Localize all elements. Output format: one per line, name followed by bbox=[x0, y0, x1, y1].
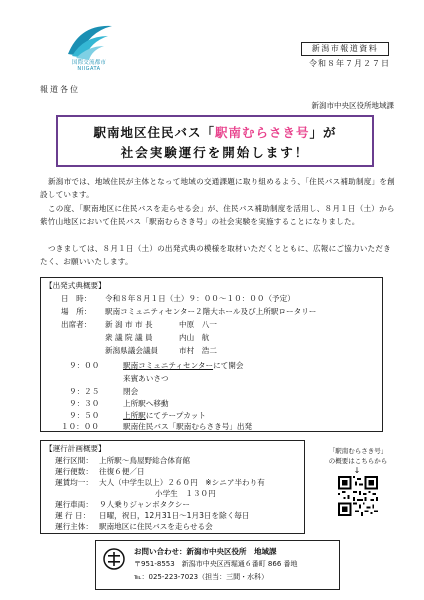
ceremony-datetime: 令和８年８月１日（土）９：００～１０：００（予定） bbox=[105, 294, 295, 303]
contact-heading: お問い合わせ：新潟市中央区役所 地域課 bbox=[134, 547, 277, 556]
schedule-time: ９：００ bbox=[69, 361, 100, 370]
operation-value: 大人（中学生以上）２６０円 ※シニア半わり有 bbox=[99, 478, 265, 487]
operation-value: 駅南地区に住民バスを走らせる会 bbox=[99, 522, 213, 531]
attendee-name: 市村 浩二 bbox=[179, 346, 217, 355]
schedule-time: ９：２５ bbox=[69, 387, 100, 396]
operation-value: 小学生 １３０円 bbox=[155, 489, 216, 498]
schedule-item: 来賓あいさつ bbox=[123, 374, 169, 383]
logo-city-name: NIIGATA bbox=[77, 66, 101, 72]
attendee-title: 衆 議 院 議 員 bbox=[105, 333, 153, 342]
ceremony-place: 駅南コミュニティセンター２階大ホール及び上所駅ロータリー bbox=[105, 307, 317, 316]
body-paragraph: 新潟市では、地域住民が主体となって地域の交通課題に取り組めるよう、「住民バス補助制度」を創設しています。 bbox=[40, 177, 395, 199]
issuing-department: 新潟市中央区役所地域課 bbox=[311, 101, 394, 110]
schedule-time: １０：００ bbox=[61, 422, 99, 431]
attendees-label: 出席者： bbox=[61, 320, 92, 329]
operation-value: 往復６便／日 bbox=[99, 467, 145, 476]
qr-code-icon[interactable] bbox=[338, 476, 378, 516]
qr-caption: の概要はこちらから bbox=[328, 457, 388, 465]
contact-address: 〒951-8553 新潟市中央区西堀通６番町 866 番地 bbox=[134, 560, 298, 568]
qr-caption: 「駅南むらさき号」 bbox=[328, 447, 388, 455]
body-paragraph: つきましては、８月１日（土）の出発式典の模様を取材いただくとともに、広報にご協力いただきたく、お願いいたします。 bbox=[40, 244, 391, 266]
attendee-title: 新潟県議会議員 bbox=[105, 346, 159, 355]
operation-value: 上所駅～鳥屋野総合体育館 bbox=[99, 456, 191, 465]
schedule-time: ９：３０ bbox=[69, 399, 100, 408]
operation-label: 運行主体： bbox=[55, 522, 93, 531]
release-date: 令和８年７月２７日 bbox=[309, 59, 390, 68]
title-line-1 bbox=[60, 123, 370, 141]
operation-value: 日曜，祝日，12月31日～1月3日を除く毎日 bbox=[99, 511, 250, 520]
schedule-item: 上所駅にてテープカット bbox=[123, 411, 206, 420]
schedule-item: 上所駅へ移動 bbox=[123, 399, 169, 408]
title-line-2: 社会実験運行を開始します！ bbox=[120, 145, 310, 160]
operation-label: 運行車両： bbox=[55, 500, 93, 509]
attendee-title: 新 潟 市 市 長 bbox=[105, 320, 153, 329]
contact-phone[interactable]: ℡：025-223-7023（担当：三間・水科） bbox=[134, 573, 269, 581]
operation-heading: 【運行計画概要】 bbox=[45, 444, 106, 453]
press-release-label: 新潟市報道資料 bbox=[301, 42, 389, 56]
schedule-item: 閉会 bbox=[123, 387, 139, 396]
down-arrow-icon: ↓ bbox=[353, 466, 361, 475]
schedule-item: 駅南コミュニティセンターにて開会 bbox=[123, 361, 244, 370]
body-paragraph: この度、「駅南地区に住民バスを走らせる会」が、住民バス補助制度を活用し、８月１日（土）から紫竹山地区において住民バス「駅南むらさき号」の社会実験を実施することになりました。 bbox=[40, 204, 395, 226]
operation-label: 運 行 日： bbox=[55, 511, 91, 520]
logo-caption: 国際交流都市 bbox=[71, 60, 107, 66]
ceremony-heading: 【出発式典概要】 bbox=[45, 281, 106, 290]
operation-label: 運行便数： bbox=[55, 467, 93, 476]
attendee-name: 中原 八一 bbox=[179, 320, 217, 329]
recipient-line: 報道各位 bbox=[40, 85, 80, 94]
ceremony-place-label: 場 所： bbox=[61, 307, 92, 316]
ceremony-section bbox=[40, 277, 383, 432]
schedule-venue: 駅南コミュニティセンター bbox=[123, 361, 214, 370]
operation-label: 運賃均一： bbox=[55, 478, 93, 487]
schedule-item: 駅南住民バス「駅南むらさき号」出発 bbox=[123, 422, 253, 431]
operation-label: 運行区間： bbox=[55, 456, 93, 465]
title-prefix: 駅南地区住民バス「 bbox=[93, 125, 215, 140]
attendee-name: 内山 航 bbox=[179, 333, 210, 342]
schedule-time: ９：５０ bbox=[69, 411, 100, 420]
operation-value: ９人乗りジャンボタクシー bbox=[99, 500, 190, 509]
title-suffix: 」が bbox=[309, 125, 337, 140]
ceremony-datetime-label: 日 時： bbox=[61, 294, 92, 303]
schedule-venue: 上所駅 bbox=[123, 411, 146, 420]
city-emblem-icon bbox=[103, 548, 125, 570]
operation-plan-section bbox=[40, 440, 305, 534]
bus-name-highlight: 駅南むらさき号 bbox=[214, 125, 310, 140]
